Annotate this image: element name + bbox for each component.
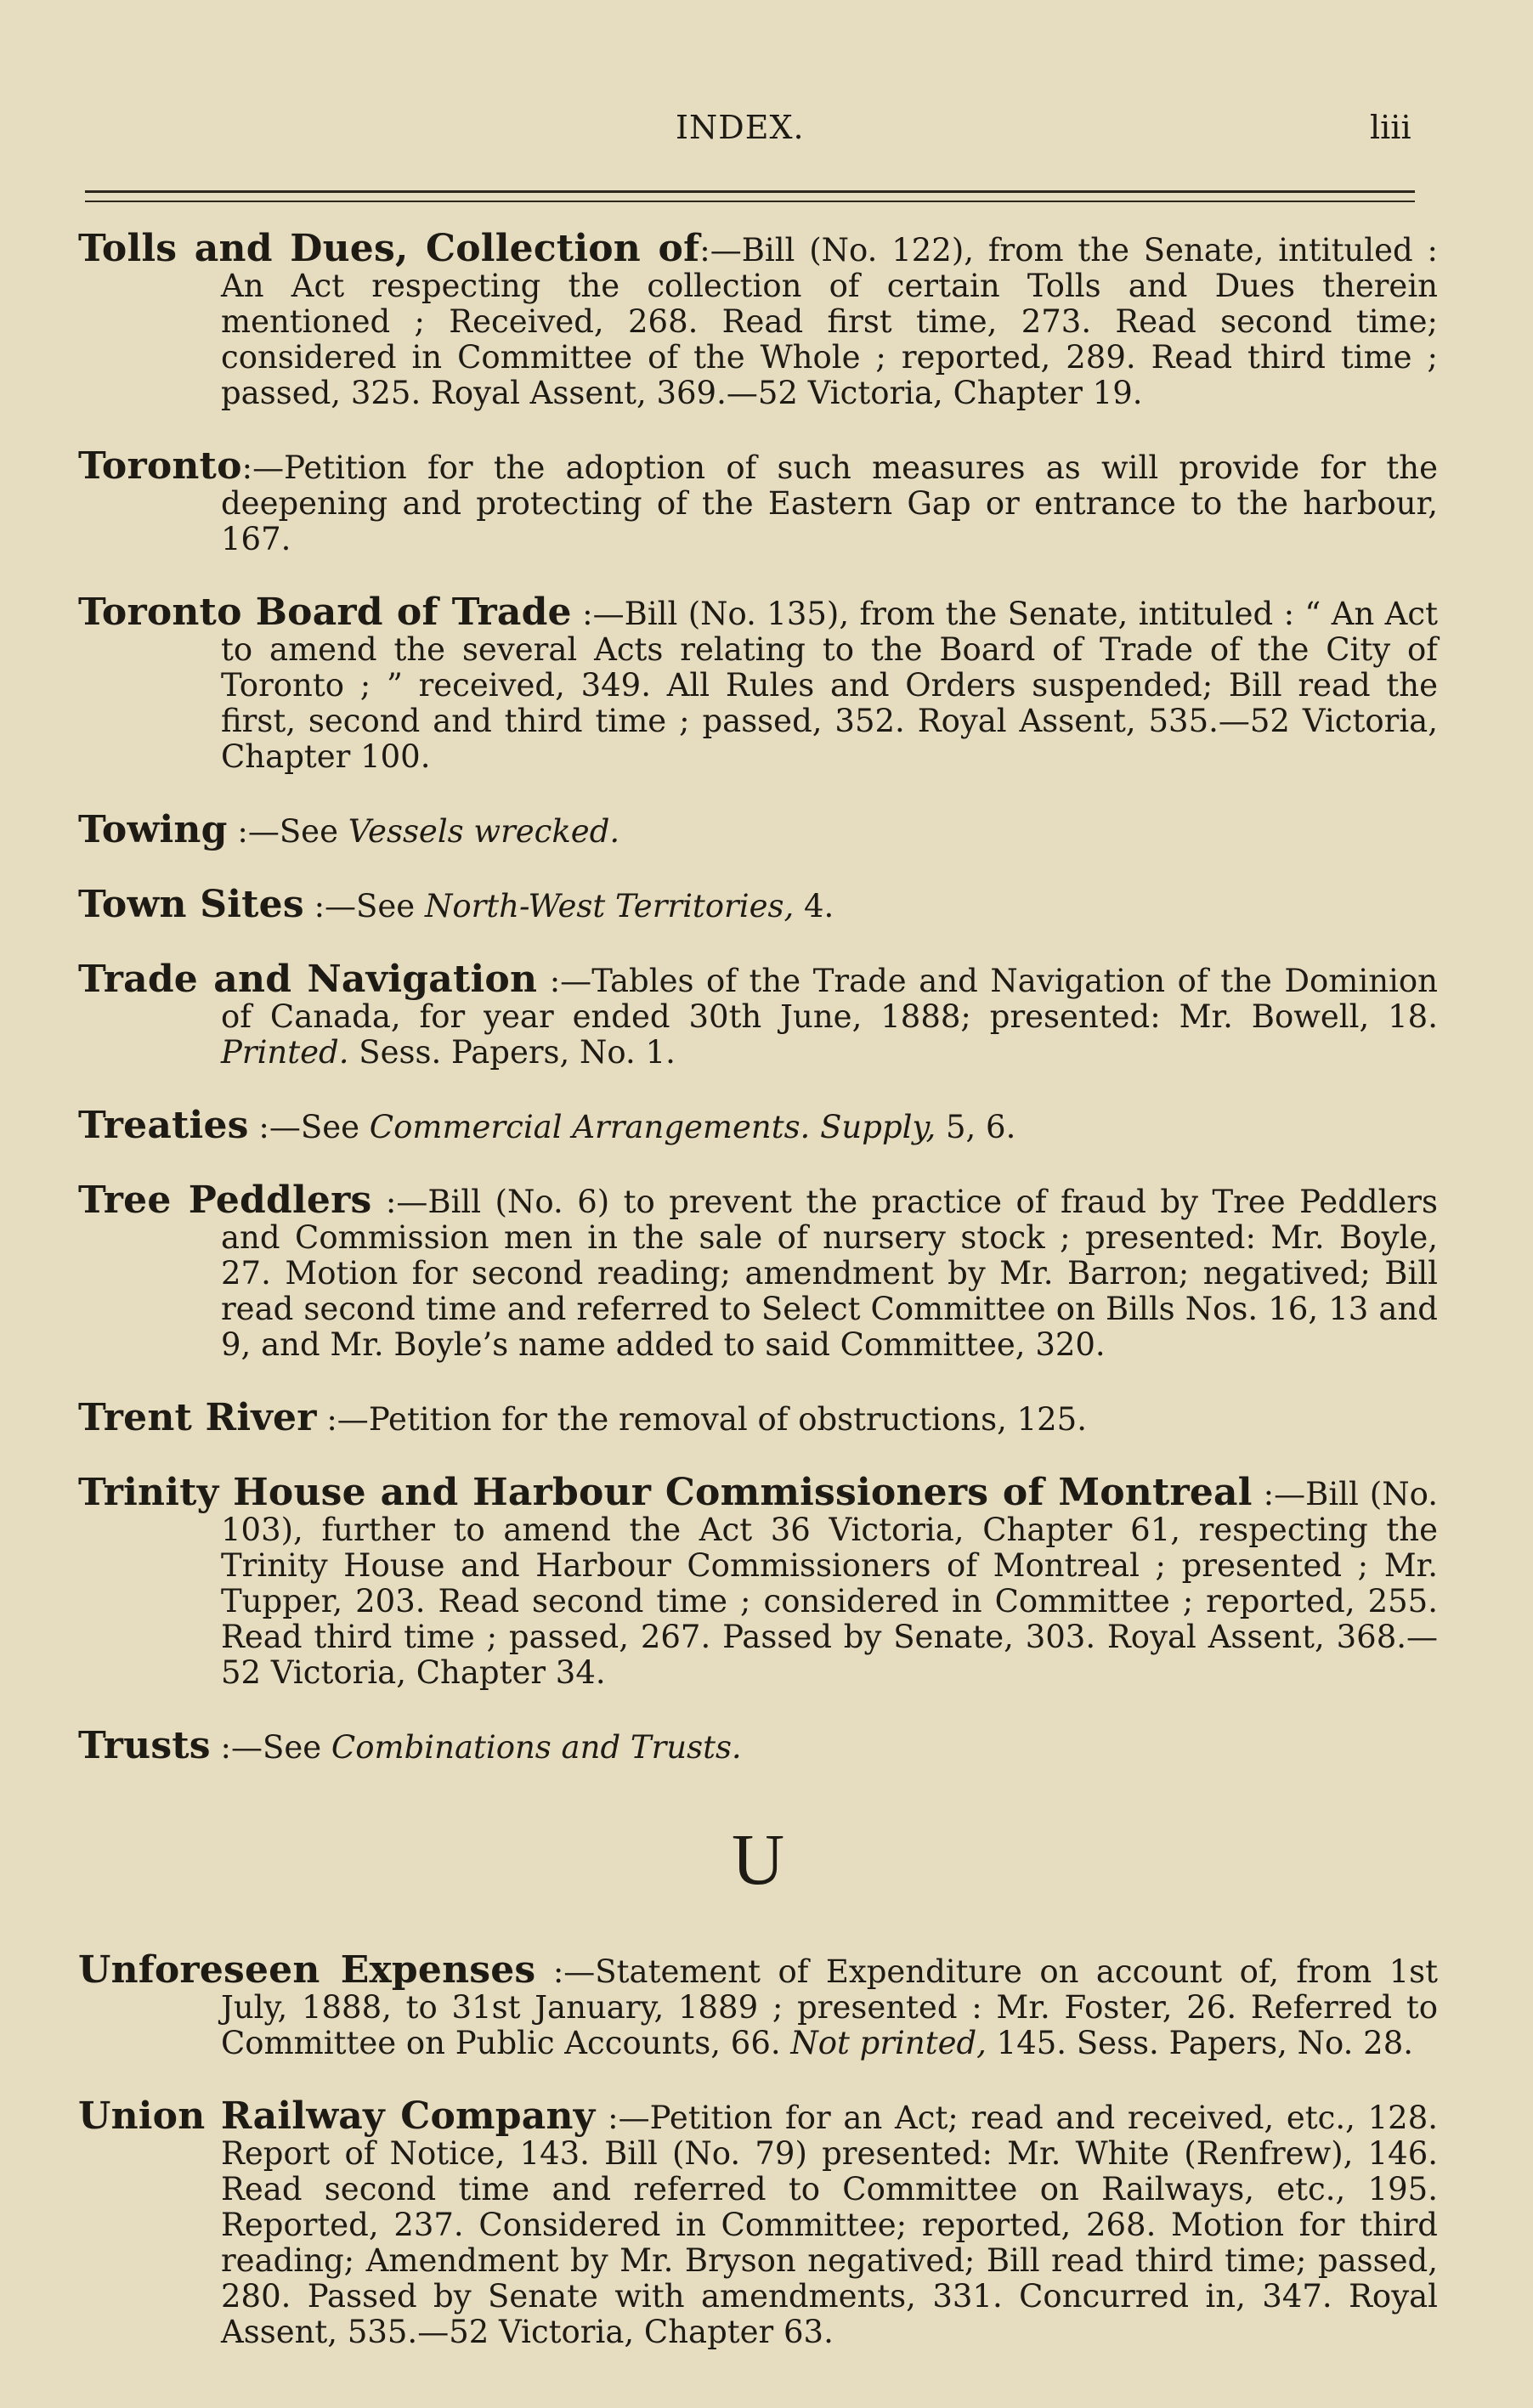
index-entry bbox=[78, 444, 1438, 557]
index-entry-text: Bill (No. 122), from the Senate, intituled : An Act respecting the collection of certain Tolls and Dues therein mentioned ; Received, 268. Read first time, 273. Read second time; considered in Committee of the Whole ; reported, 289. Read third time ; passed, 325. Royal Assent, 369.—52 Victoria, Chapter 19. bbox=[221, 232, 1438, 411]
index-entry-separator: :— bbox=[699, 232, 742, 268]
index-entry-separator: :— bbox=[1252, 1476, 1306, 1512]
running-head-title: INDEX. bbox=[676, 109, 805, 146]
index-entry bbox=[78, 958, 1438, 1071]
index-entry-term: Trusts bbox=[78, 1724, 211, 1767]
index-entry-term: Tree Peddlers bbox=[78, 1179, 372, 1222]
index-entry-text: Statement of Expenditure on account of, from 1st July, 1888, to 31st January, 1889 ; presented : Mr. Foster, 26. Referred to Committee on Public Accounts, 66. bbox=[221, 1953, 1438, 2061]
index-entry-term: Trade and Navigation bbox=[78, 958, 538, 1001]
section-letter-heading: U bbox=[731, 1818, 785, 1900]
index-entry-separator: :— bbox=[316, 1401, 369, 1438]
header-rule-top bbox=[85, 190, 1415, 193]
index-entry-text: Bill (No. 135), from the Senate, intituled : “ An Act to amend the several Acts relating to the Board of Trade of the City of Toronto ; ” received, 349. All Rules and Orders suspended; Bill read the first, second and third time ; passed, 352. Royal Assent, 535.—52 Victoria, Chapter 100. bbox=[221, 596, 1438, 775]
index-entry-text: 4. bbox=[794, 888, 834, 924]
index-entry-text: Tables of the Trade and Navigation of the Dominion of Canada, for year ended 30th June, 1888; presented: Mr. Bowell, 18. bbox=[221, 963, 1438, 1035]
index-entry-term: Union Railway Company bbox=[78, 2094, 596, 2138]
index-entry-separator: :— bbox=[571, 596, 625, 632]
index-entry-separator: :— bbox=[227, 813, 280, 850]
index-entry-text: See bbox=[263, 1729, 331, 1766]
index-group-u bbox=[78, 1948, 1438, 2350]
index-entry-term: Town Sites bbox=[78, 883, 304, 926]
header-rule-bottom bbox=[85, 201, 1415, 202]
index-entry-text: 5, 6. bbox=[936, 1109, 1016, 1145]
index-entry-term: Toronto bbox=[78, 444, 242, 488]
index-entry-text: Petition for an Act; read and received, etc., 128. Report of Notice, 143. Bill (No. 79) presented: Mr. White (Renfrew), 146. Read second time and referred to Committee on Railways, etc., 195. Reported, 237. Considered in Committee; reported, 268. Motion for third reading; Amendment by Mr. Bryson negatived; Bill read third time; passed, 280. Passed by Senate with amendments, 331. Concurred in, 347. Royal Assent, 535.—52 Victoria, Chapter 63. bbox=[221, 2100, 1438, 2350]
index-entry bbox=[78, 591, 1438, 775]
index-entry-separator: :— bbox=[210, 1729, 263, 1766]
index-entry-term: Trent River bbox=[78, 1396, 317, 1439]
index-entry-separator: :— bbox=[535, 1953, 596, 1990]
index-entry bbox=[78, 1396, 1438, 1439]
index-entry bbox=[78, 1104, 1438, 1147]
index-entry bbox=[78, 883, 1438, 926]
index-entry-separator: :— bbox=[241, 449, 285, 486]
index-entry-text: Petition for the adoption of such measures as will provide for the deepening and protecting of the Eastern Gap or entrance to the harbour, 167. bbox=[221, 449, 1438, 557]
index-entry bbox=[78, 1179, 1438, 1363]
index-entry-text: See bbox=[279, 813, 348, 850]
index-entry-separator: :— bbox=[248, 1109, 301, 1145]
index-entry-term: Toronto Board of Trade bbox=[78, 591, 572, 634]
index-entry-text: 145. Sess. Papers, No. 28. bbox=[986, 2025, 1414, 2061]
index-group-t bbox=[78, 227, 1438, 1767]
index-entry bbox=[78, 1724, 1438, 1767]
index-entry-reference: Vessels wrecked. bbox=[348, 813, 620, 850]
index-entry-term: Treaties bbox=[78, 1104, 249, 1147]
index-entry-reference: Not printed, bbox=[790, 2025, 987, 2061]
index-entry-text: Petition for the removal of obstructions, 125. bbox=[368, 1401, 1087, 1438]
index-entry-term: Trinity House and Harbour Commissioners of Montreal bbox=[78, 1471, 1253, 1514]
index-entry-text: Sess. Papers, No. 1. bbox=[348, 1034, 676, 1071]
index-entry-reference: Printed. bbox=[221, 1034, 349, 1071]
index-entry-text: See bbox=[300, 1109, 370, 1145]
index-entry bbox=[78, 808, 1438, 851]
index-entry-reference: Commercial Arrangements. Supply, bbox=[369, 1109, 936, 1145]
index-entry-reference: Combinations and Trusts. bbox=[331, 1729, 742, 1766]
index-entries bbox=[78, 227, 1438, 2388]
index-entry-separator: :— bbox=[595, 2100, 650, 2136]
index-entry bbox=[78, 1471, 1438, 1691]
index-entry-separator: :— bbox=[303, 888, 357, 924]
index-entry-reference: North-West Territories, bbox=[424, 888, 795, 924]
index-entry-text: Bill (No. 103), further to amend the Act 36 Victoria, Chapter 61, respecting the Trinity House and Harbour Commissioners of Montreal ; presented ; Mr. Tupper, 203. Read second time ; considered in Committee ; reported, 255. Read third time ; passed, 267. Passed by Senate, 303. Royal Assent, 368.—52 Victoria, Chapter 34. bbox=[221, 1476, 1438, 1691]
running-head bbox=[0, 109, 1533, 160]
index-entry-separator: :— bbox=[537, 963, 592, 999]
page-number: liii bbox=[1370, 109, 1411, 146]
index-entry-separator: :— bbox=[371, 1184, 428, 1220]
index-entry bbox=[78, 2094, 1438, 2350]
index-entry-text: See bbox=[356, 888, 425, 924]
index-entry-term: Towing bbox=[78, 808, 228, 851]
index-entry bbox=[78, 1948, 1438, 2061]
index-entry bbox=[78, 227, 1438, 411]
index-entry-text: Bill (No. 6) to prevent the practice of fraud by Tree Peddlers and Commission men in the sale of nursery stock ; presented: Mr. Boyle, 27. Motion for second reading; amendment by Mr. Barron; negatived; Bill read second time and referred to Select Committee on Bills Nos. 16, 13 and 9, and Mr. Boyle’s name added to said Committee, 320. bbox=[221, 1184, 1438, 1363]
index-entry-term: Unforeseen Expenses bbox=[78, 1948, 536, 1992]
index-entry-term: Tolls and Dues, Collection of bbox=[78, 227, 700, 270]
